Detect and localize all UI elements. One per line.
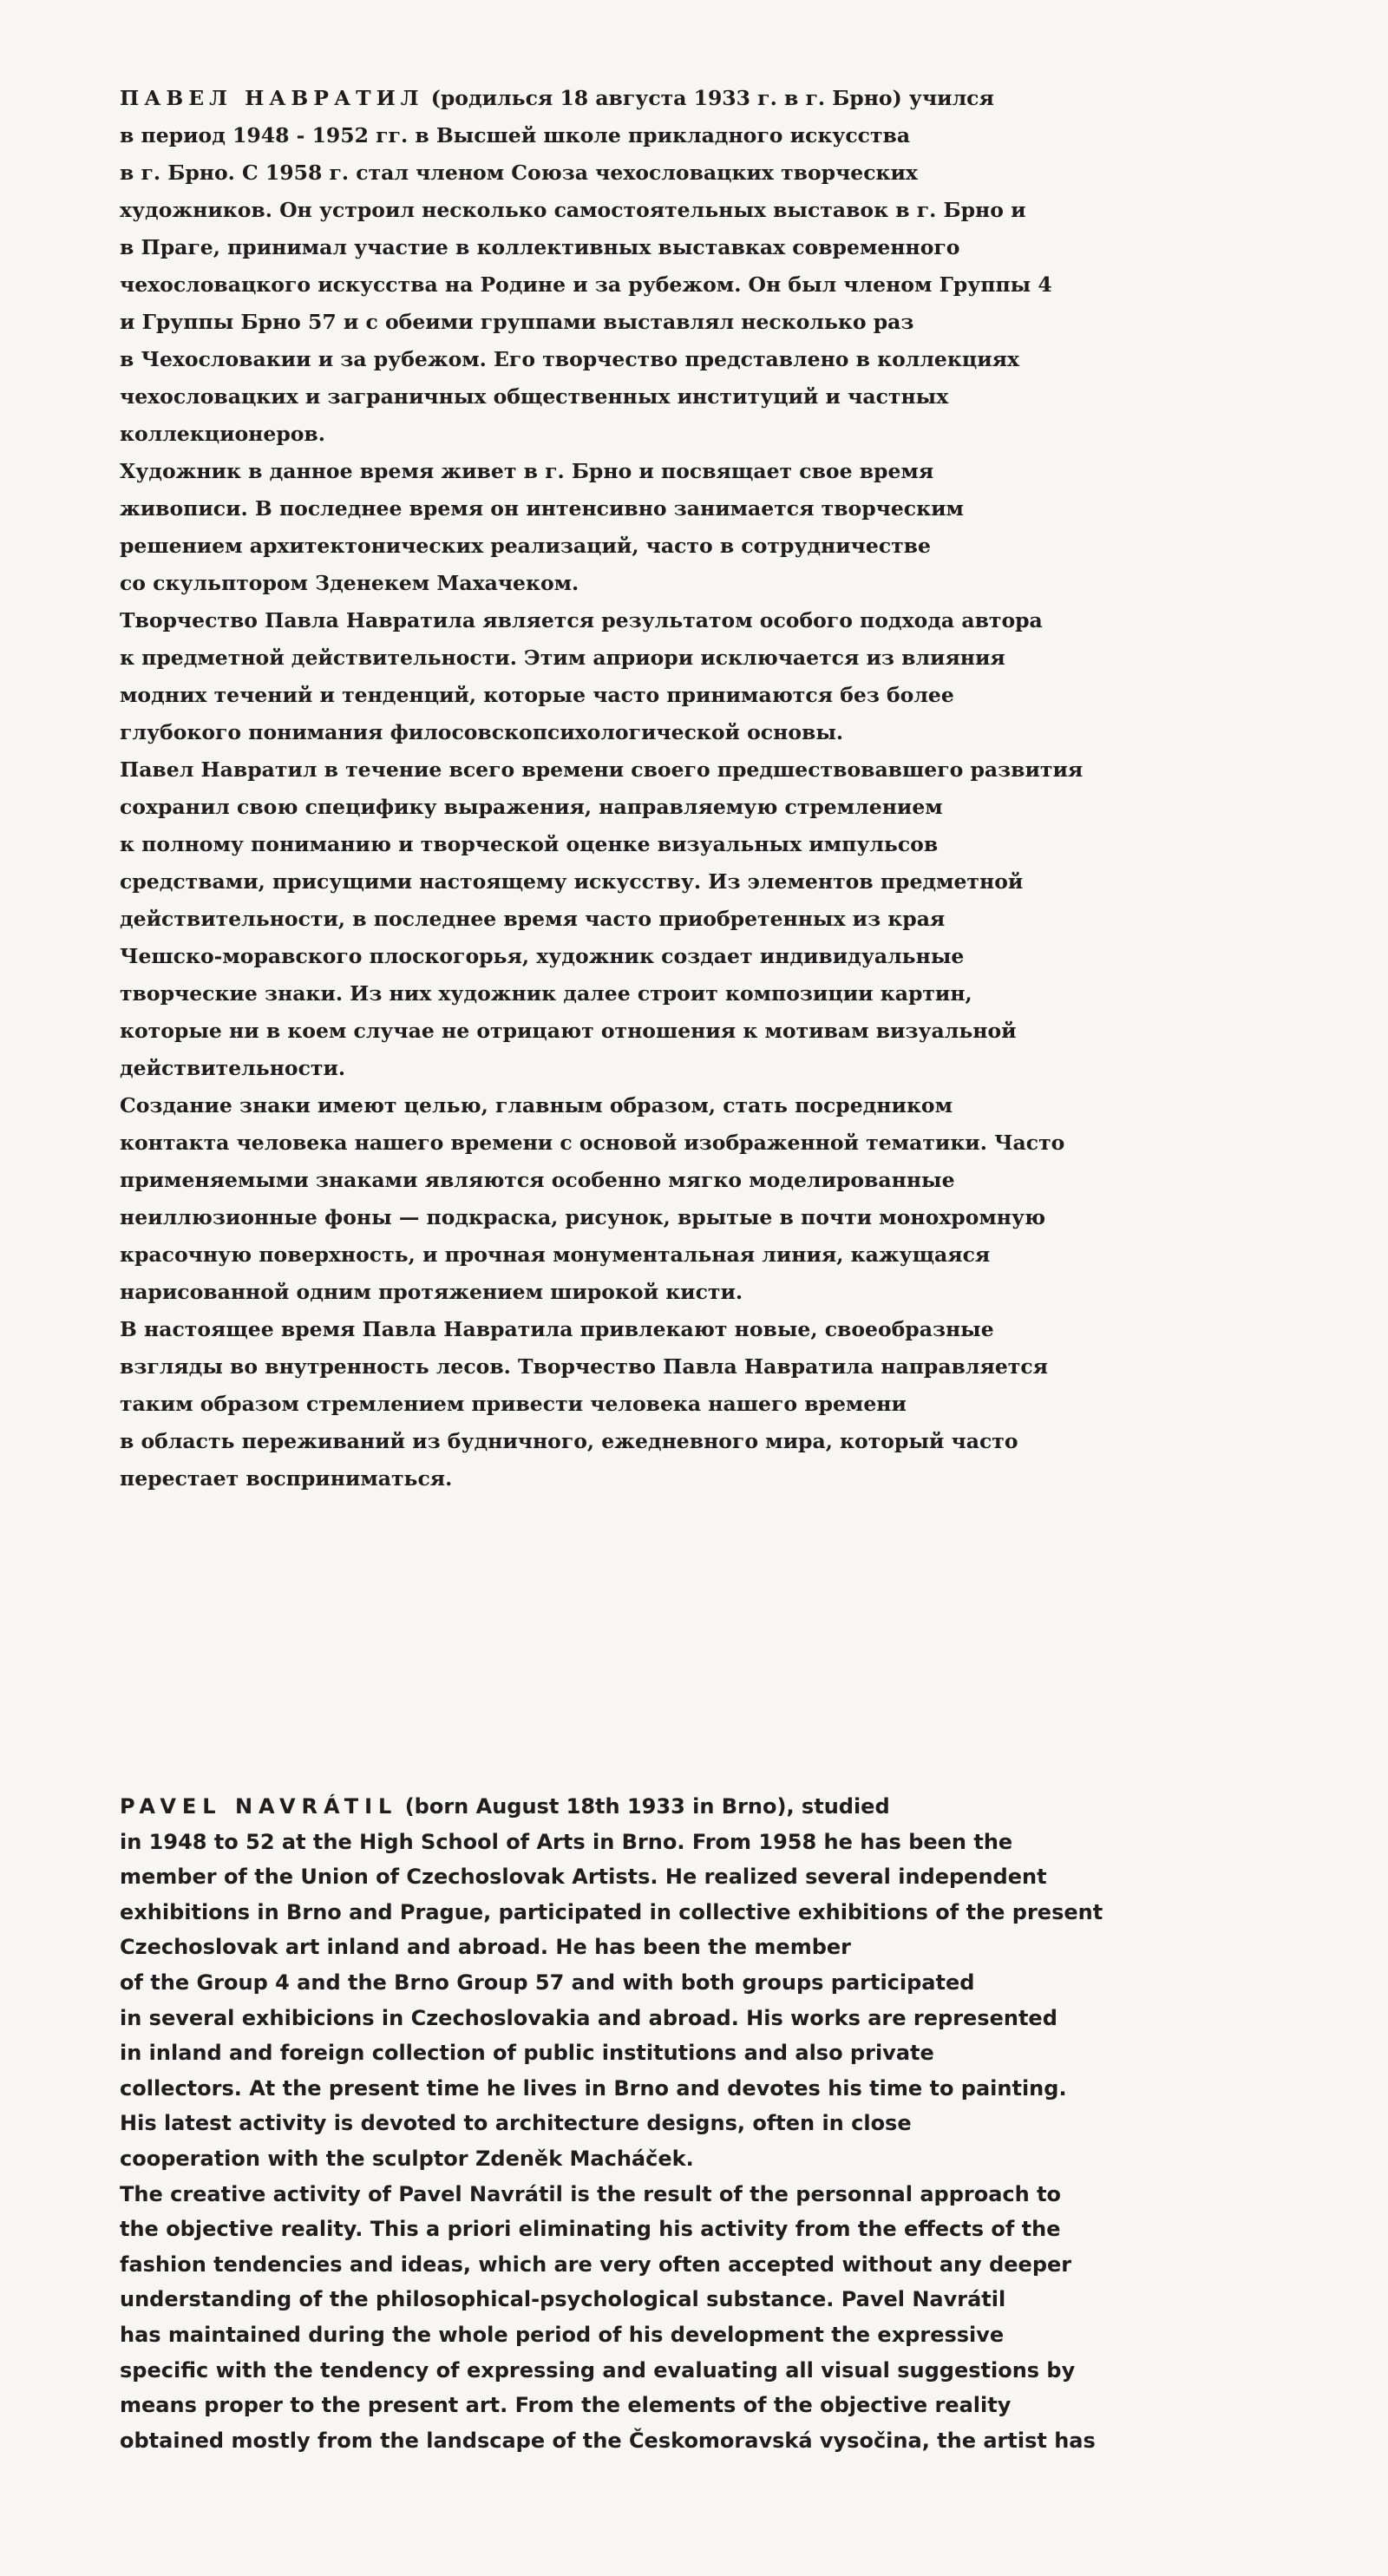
text-line: чехословацких и заграничных общественных институций и частных xyxy=(120,384,949,409)
text-line: перестает восприниматься. xyxy=(120,1466,453,1491)
text-line: Создание знаки имеют целью, главным образом, стать посредником xyxy=(120,1093,953,1118)
text-line: cooperation with the sculptor Zdeněk Macháček. xyxy=(120,2146,694,2171)
text-line: и Группы Брно 57 и с обеими группами выставлял несколько раз xyxy=(120,310,914,334)
text-line: к полному пониманию и творческой оценке визуальных импульсов xyxy=(120,832,939,856)
english-text-block xyxy=(120,1789,1360,2458)
text-line: действительности. xyxy=(120,1056,346,1080)
text-line: со скульптором Зденекем Махачеком. xyxy=(120,571,579,595)
text-line: модних течений и тенденций, которые часто принимаются без более xyxy=(120,683,954,707)
text-line: которые ни в коем случае не отрицают отношения к мотивам визуальной xyxy=(120,1019,1017,1043)
text-line: Чешско-моравского плоскогорья, художник создает индивидуальные xyxy=(120,944,965,968)
text-line: глубокого понимания филосовскопсихологической основы. xyxy=(120,720,844,744)
text-line: fashion tendencies and ideas, which are very often accepted without any deeper xyxy=(120,2252,1072,2277)
text-line: в Чехословакии и за рубежом. Его творчество представлено в коллекциях xyxy=(120,347,1020,371)
text-line: живописи. В последнее время он интенсивно занимается творческим xyxy=(120,496,964,521)
text-line: средствами, присущими настоящему искусству. Из элементов предметной xyxy=(120,869,1024,894)
text-line: Творчество Павла Навратила является результатом особого подхода автора xyxy=(120,608,1043,633)
text-line: Czechoslovak art inland and abroad. He has been the member xyxy=(120,1935,851,1960)
text-line: collectors. At the present time he lives in Brno and devotes his time to painting. xyxy=(120,2075,1067,2101)
text-line: means proper to the present art. From the elements of the objective reality xyxy=(120,2393,1012,2418)
text-line: has maintained during the whole period of his development the expressive xyxy=(120,2322,1005,2347)
text-line: художников. Он устроил несколько самостоятельных выставок в г. Брно и xyxy=(120,198,1026,222)
text-line: in several exhibicions in Czechoslovakia and abroad. His works are represented xyxy=(120,2005,1057,2030)
text-line: к предметной действительности. Этим априори исключается из влияния xyxy=(120,646,1005,670)
text-line: The creative activity of Pavel Navrátil is the result of the personnal approach to xyxy=(120,2181,1062,2206)
text-line: таким образом стремлением привести человека нашего времени xyxy=(120,1392,907,1416)
text-line: контакта человека нашего времени с основой изображенной тематики. Часто xyxy=(120,1131,1065,1155)
artist-name-en: PAVEL NAVRÁTIL xyxy=(120,1794,398,1819)
text-line: in 1948 to 52 at the High School of Arts in Brno. From 1958 he has been the xyxy=(120,1829,1013,1854)
text-line: взгляды во внутренность лесов. Творчество Павла Навратила направляется xyxy=(120,1354,1048,1379)
russian-text-block xyxy=(120,80,1360,1498)
text-line: member of the Union of Czechoslovak Artists. He realized several independent xyxy=(120,1865,1047,1890)
text-line: в период 1948 - 1952 гг. в Высшей школе прикладного искусства xyxy=(120,123,911,147)
text-line: exhibitions in Brno and Prague, participated in collective exhibitions of the present xyxy=(120,1899,1103,1924)
text-line: В настоящее время Павла Навратила привлекают новые, своеобразные xyxy=(120,1317,994,1341)
text-line: obtained mostly from the landscape of the Českomoravská vysočina, the artist has xyxy=(120,2428,1096,2453)
text-line: действительности, в последнее время часто приобретенных из края xyxy=(120,907,946,931)
text-line: His latest activity is devoted to architecture designs, often in close xyxy=(120,2111,912,2136)
text-line: of the Group 4 and the Brno Group 57 and with both groups participated xyxy=(120,1970,975,1995)
text-line: ПАВЕЛ НАВРАТИЛ (родилься 18 августа 1933 г. в г. Брно) учился xyxy=(120,86,994,110)
text-line: неиллюзионные фоны — подкраска, рисунок, врытые в почти монохромную xyxy=(120,1205,1046,1229)
text-line: нарисованной одним протяжением широкой кисти. xyxy=(120,1280,743,1304)
text-line: красочную поверхность, и прочная монументальная линия, кажущаяся xyxy=(120,1242,991,1267)
text-line: сохранил свою специфику выражения, направляемую стремлением xyxy=(120,795,943,819)
text-line: в г. Брно. С 1958 г. стал членом Союза чехословацких творческих xyxy=(120,161,918,185)
text-line: чехословацкого искусства на Родине и за рубежом. Он был членом Группы 4 xyxy=(120,272,1052,297)
text-line: коллекционеров. xyxy=(120,422,325,446)
text-line: в область переживаний из будничного, ежедневного мира, который часто xyxy=(120,1429,1018,1453)
text-line: understanding of the philosophical-psychological substance. Pavel Navrátil xyxy=(120,2287,1006,2312)
text-line: в Праге, принимал участие в коллективных выставках современного xyxy=(120,235,960,259)
text-line: the objective reality. This a priori eliminating his activity from the effects of the xyxy=(120,2217,1061,2242)
text-line: применяемыми знаками являются особенно мягко моделированные xyxy=(120,1168,955,1192)
text-line: specific with the tendency of expressing and evaluating all visual suggestions by xyxy=(120,2357,1076,2383)
text-line: PAVEL NAVRÁTIL (born August 18th 1933 in Brno), studied xyxy=(120,1794,890,1819)
text-line: Художник в данное время живет в г. Брно и посвящает свое время xyxy=(120,459,934,483)
artist-name-ru: ПАВЕЛ НАВРАТИЛ xyxy=(120,86,424,110)
text-line: in inland and foreign collection of public institutions and also private xyxy=(120,2041,934,2066)
text-line: творческие знаки. Из них художник далее строит композиции картин, xyxy=(120,981,972,1006)
text-line: решением архитектонических реализаций, часто в сотрудничестве xyxy=(120,534,931,558)
text-line: Павел Навратил в течение всего времени своего предшествовавшего развития xyxy=(120,757,1084,782)
